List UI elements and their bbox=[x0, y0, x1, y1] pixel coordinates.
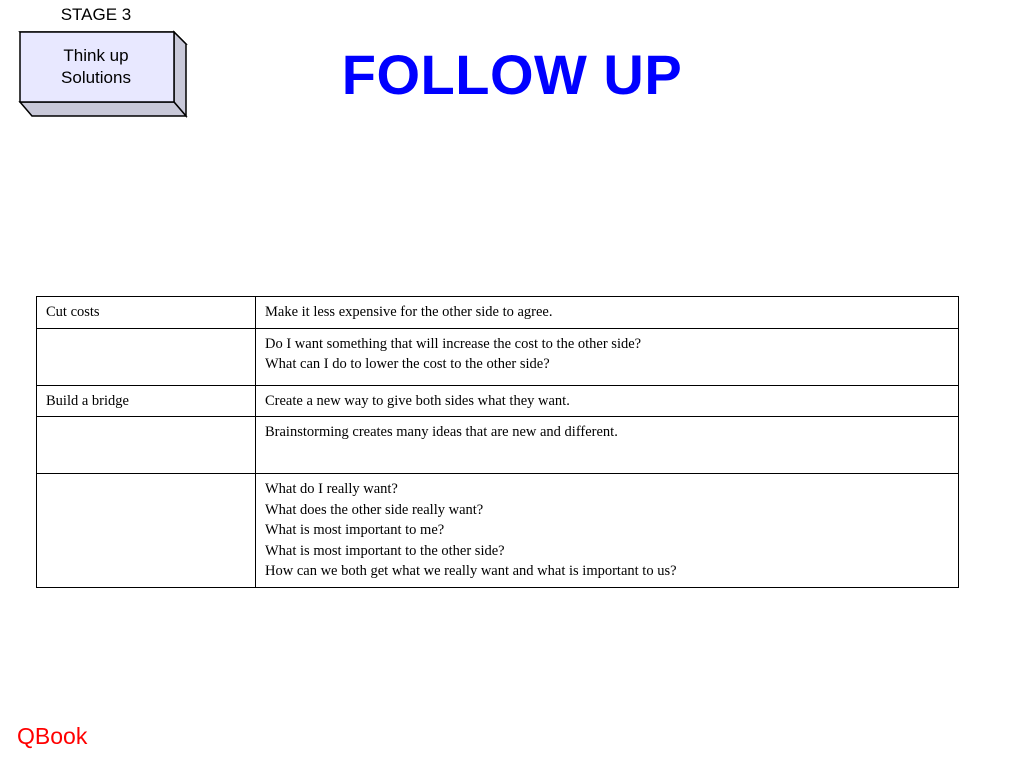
table-row bbox=[37, 385, 959, 417]
cell-line: What is most important to me? bbox=[265, 522, 445, 538]
table-cell-label: Cut costs bbox=[37, 297, 256, 329]
cell-line: How can we both get what we really want and what is important to us? bbox=[265, 563, 677, 579]
cell-line: Create a new way to give both sides what they want. bbox=[265, 392, 570, 409]
stage-box-line2: Solutions bbox=[61, 68, 131, 87]
table-row bbox=[37, 328, 959, 385]
page-title: FOLLOW UP bbox=[341, 43, 683, 106]
table-row bbox=[37, 474, 959, 588]
cell-line: What is most important to the other side? bbox=[265, 542, 505, 559]
table-cell-text bbox=[256, 417, 959, 474]
brand-logo-text: QBook bbox=[17, 723, 88, 749]
table-cell-text bbox=[256, 474, 959, 588]
stage-label: STAGE 3 bbox=[60, 5, 132, 24]
table-cell-label bbox=[37, 474, 256, 588]
content-table bbox=[36, 296, 959, 588]
cell-line: What can I do to lower the cost to the other side? bbox=[265, 356, 550, 372]
table-cell-text bbox=[256, 297, 959, 329]
cell-line: Make it less expensive for the other side to agree. bbox=[265, 304, 553, 320]
table-cell-label: Build a bridge bbox=[37, 385, 256, 417]
cell-line: What do I really want? bbox=[265, 481, 398, 497]
cell-line: Brainstorming creates many ideas that are new and different. bbox=[265, 424, 618, 440]
stage-box-line1: Think up bbox=[63, 46, 129, 65]
cell-line: What does the other side really want? bbox=[265, 501, 484, 518]
table-cell-label bbox=[37, 328, 256, 385]
table-row bbox=[37, 297, 959, 329]
cell-line: Do I want something that will increase the cost to the other side? bbox=[265, 335, 642, 352]
table-cell-text bbox=[256, 385, 959, 417]
table-row bbox=[37, 417, 959, 474]
table-cell-label bbox=[37, 417, 256, 474]
table-cell-text bbox=[256, 328, 959, 385]
